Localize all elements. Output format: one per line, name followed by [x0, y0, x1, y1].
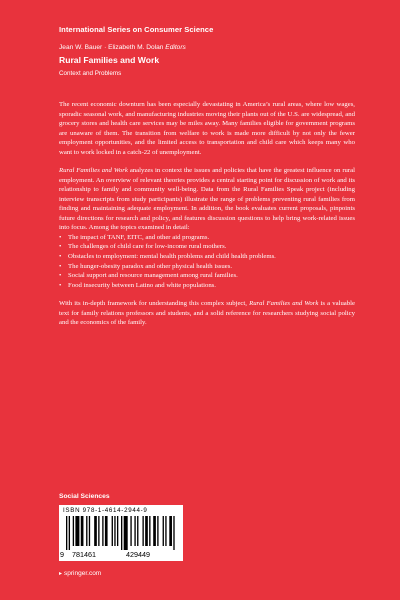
- barcode-bar: [117, 516, 118, 546]
- barcode-bar: [69, 516, 70, 550]
- barcode-bar: [130, 516, 131, 546]
- barcode-icon: [66, 516, 176, 550]
- barcode-bar: [169, 516, 172, 546]
- barcode-bar: [89, 516, 90, 546]
- blurb-book-title: Rural Families and Work: [59, 167, 128, 175]
- barcode-bar: [173, 516, 174, 550]
- topic-item: • The hunger-obesity paradox and other physical health issues.: [59, 262, 355, 272]
- topics-list: [59, 233, 355, 290]
- editors-line: [59, 44, 186, 51]
- barcode-bar: [102, 516, 103, 546]
- back-cover-blurb: [59, 100, 355, 328]
- editors-label: Editors: [165, 44, 186, 51]
- isbn-number: ISBN 978-1-4614-2944-9: [63, 507, 148, 514]
- barcode-bar: [81, 516, 84, 546]
- topic-item: • The impact of TANF, EITC, and other aid programs.: [59, 233, 355, 243]
- topic-item: • Obstacles to employment: mental health problems and child health problems.: [59, 252, 355, 262]
- subject-category: Social Sciences: [59, 493, 110, 500]
- blurb-paragraph-3: [59, 299, 355, 328]
- topic-item: • Social support and resource management among rural families.: [59, 271, 355, 281]
- barcode-bar: [105, 516, 108, 546]
- blurb-paragraph-3-text: is a valuable text for family relations professors and students, and a solid reference for researchers studying social policy and the economics of the family.: [59, 299, 356, 327]
- barcode-bar: [121, 516, 122, 550]
- book-title: Rural Families and Work: [59, 55, 160, 65]
- barcode-bar: [163, 516, 164, 546]
- topic-item: • The challenges of child care for low-income rural mothers.: [59, 242, 355, 252]
- barcode-bar: [73, 516, 74, 546]
- barcode-bar: [94, 516, 97, 546]
- barcode-digit-prefix: 9: [60, 550, 64, 559]
- series-title: International Series on Consumer Science: [59, 25, 214, 34]
- barcode-bar: [114, 516, 115, 546]
- barcode-bar: [142, 516, 143, 546]
- topic-item: • Food insecurity between Latino and white populations.: [59, 281, 355, 291]
- barcode-bar: [86, 516, 87, 546]
- blurb-paragraph-3-start: With its in-depth framework for understanding this complex subject,: [59, 299, 250, 307]
- blurb-paragraph-2: [59, 166, 355, 233]
- barcode-bar: [112, 516, 113, 546]
- barcode-bar: [137, 516, 138, 546]
- blurb-paragraph-2-text: analyzes in context the issues and policies that have the greatest influence on rural employment. An overview of relevant theories provides a central starting point for discussion of work and its relationship to family and community well-being. Data from the Rural Families Speak project (including interview transcripts from study participants) illustrate the range of problems preventing rural families from finding and maintaining adequate employment. In addition, the book evaluates current proposals, pinpoints future directions for research and policy, and features discussion questions to help bring work-related issues into focus. Among the topics examined in detail:: [59, 167, 356, 232]
- barcode-bar: [124, 516, 128, 550]
- barcode-bar: [149, 516, 150, 546]
- barcode-bar: [134, 516, 135, 546]
- barcode-digits: [59, 550, 183, 560]
- barcode-bar: [98, 516, 99, 546]
- barcode-digits-right: 429449: [126, 550, 150, 559]
- barcode-bar: [145, 516, 148, 546]
- barcode-bar: [157, 516, 158, 546]
- book-subtitle: Context and Problems: [59, 70, 122, 77]
- blurb-paragraph-1: The recent economic downturn has been especially devastating in America’s rural areas, where low wages, sporadic seasonal work, and manufacturing industries moving their plants out of the U.S. are widespread, and grocery stores and health care services may be miles away. Many families eligible for government programs are unaware of them. The transition from welfare to work is made more difficult by not only the fewer employment opportunities, and the limited access to transportation and child care which keeps many who want to work locked in a catch-22 of unemployment.: [59, 101, 355, 156]
- barcode-digits-left: 781461: [72, 550, 96, 559]
- barcode-bar: [66, 516, 67, 550]
- arrow-icon: ▸: [59, 571, 63, 577]
- editor-names: Jean W. Bauer · Elizabeth M. Dolan: [59, 44, 164, 51]
- barcode-bar: [165, 516, 166, 546]
- barcode-bar: [153, 516, 156, 546]
- blurb-book-title: Rural Families and Work: [249, 299, 319, 307]
- isbn-barcode: [59, 505, 183, 561]
- barcode-bar: [75, 516, 79, 546]
- publisher-website[interactable]: [59, 570, 101, 577]
- website-url: springer.com: [64, 570, 102, 577]
